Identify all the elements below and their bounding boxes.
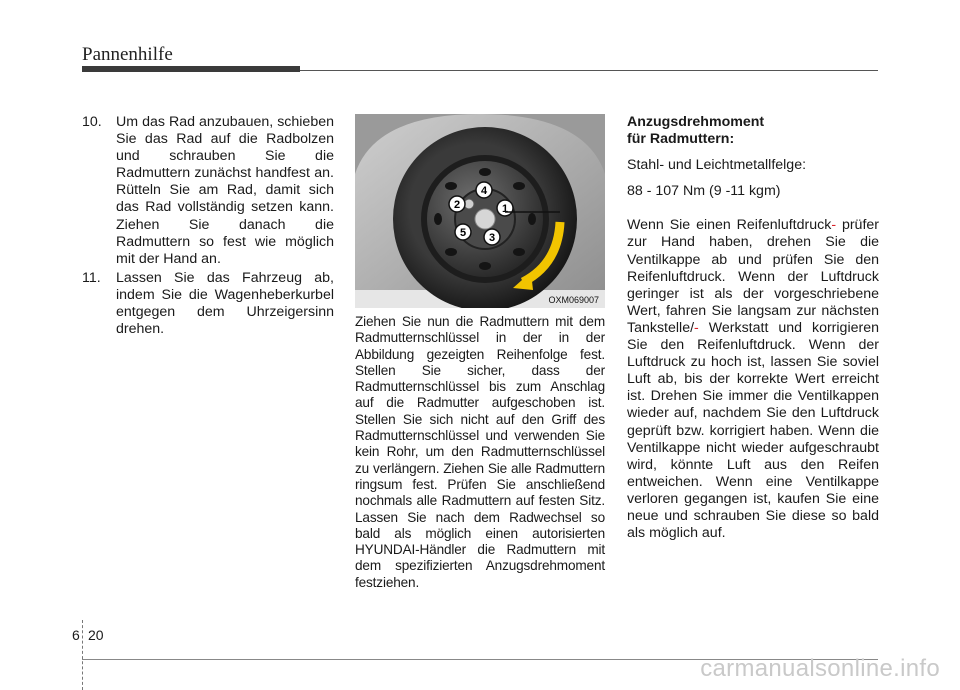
pressure-paragraph: [627, 217, 879, 542]
torque-heading: [627, 114, 879, 148]
middle-column: [355, 314, 605, 591]
rim-type: Stahl- und Leichtmetallfelge:: [627, 157, 807, 174]
header-rule: [300, 70, 878, 71]
header-bar: [82, 66, 300, 72]
step-10: [82, 114, 334, 268]
lug-label-2: 2: [453, 199, 461, 211]
figure-code: OXM069007: [548, 295, 599, 305]
torque-heading-line2: für Radmuttern:: [627, 131, 735, 148]
chapter-number: 6: [72, 627, 80, 643]
lug-label-3: 3: [488, 232, 496, 244]
pressure-text-c: Werkstatt und korrigieren Sie den Reifenluftdruck. Wenn der Luftdruck zu hoch ist, lassen Sie soviel Luft ab, bis der korrekte Wert erreicht ist. Drehen Sie immer die Ventilkappen wieder auf, nachdem Sie den Luftdruck geprüft bzw. korrigiert haben. Wenn die Ventilkappe nicht wieder aufgeschraubt wird, könnte Luft aus den Reifen entweichen. Wenn eine Ventilkappe verloren gegangen ist, kaufen Sie eine neue und schrauben Sie diese so bald als möglich auf.: [627, 319, 879, 542]
step-number: 10.: [82, 114, 102, 130]
section-title: Pannenhilfe: [82, 44, 173, 65]
step-text: Lassen Sie das Fahrzeug ab, indem Sie die Wagenheberkurbel entgegen dem Uhrzeigersinn drehen.: [116, 269, 334, 338]
footer-divider: [82, 620, 83, 690]
hub-cap: [475, 209, 495, 229]
torque-heading-line1: Anzugsdrehmoment: [627, 114, 765, 130]
torque-value: 88 - 107 Nm (9 -11 kgm): [627, 183, 781, 200]
step-number: 11.: [82, 269, 101, 286]
hyphen-mark: -: [831, 217, 837, 234]
wheel-svg: [355, 114, 605, 308]
left-column: [82, 114, 334, 340]
lug-label-4: 4: [480, 185, 488, 197]
right-column: [627, 114, 879, 542]
step-11: [82, 270, 334, 338]
hyphen-mark-2: -: [694, 319, 699, 336]
pressure-text-b: prüfer zur Hand haben, drehen Sie die Ventilkappe ab und prüfen Sie den Reifenluftdruck. Wenn der Luftdruck geringer ist als der vorgeschriebene Wert, fahren Sie langsam zur nächsten Tankstelle/: [627, 217, 879, 336]
pressure-text-a: Wenn Sie einen Reifenluftdruck: [627, 217, 832, 234]
lug-label-1: 1: [501, 203, 509, 215]
lug-label-5: 5: [459, 227, 467, 239]
wheel-illustration: [355, 114, 605, 308]
page-number: 20: [88, 627, 104, 643]
watermark: carmanualsonline.info: [700, 655, 940, 682]
step-text: Um das Rad anzubauen, schieben Sie das Rad auf die Radbolzen und schrauben Sie die Radmuttern zunächst handfest an. Rütteln Sie am Rad, damit sich das Rad vollständig setzen kann. Ziehen Sie danach die Radmuttern so fest wie möglich mit der Hand an.: [116, 114, 334, 267]
tightening-paragraph: Ziehen Sie nun die Radmuttern mit dem Radmutternschlüssel in der in der Abbildung gezeigten Reihenfolge fest. Stellen Sie sicher, dass der Radmutternschlüssel bis zum Anschlag auf die Radmutter aufgeschoben ist. Stellen Sie sich nicht auf den Griff des Radmutternschlüssel und verwenden Sie kein Rohr, um den Radmutternschlüssel zu verlängern. Ziehen Sie alle Radmuttern ringsum fest. Prüfen Sie anschließend nochmals alle Radmuttern auf festen Sitz. Lassen Sie nach dem Radwechsel so bald als möglich einen autorisierten HYUNDAI-Händler die Radmuttern mit dem spezifizierten Anzugsdrehmoment festziehen.: [355, 314, 605, 590]
